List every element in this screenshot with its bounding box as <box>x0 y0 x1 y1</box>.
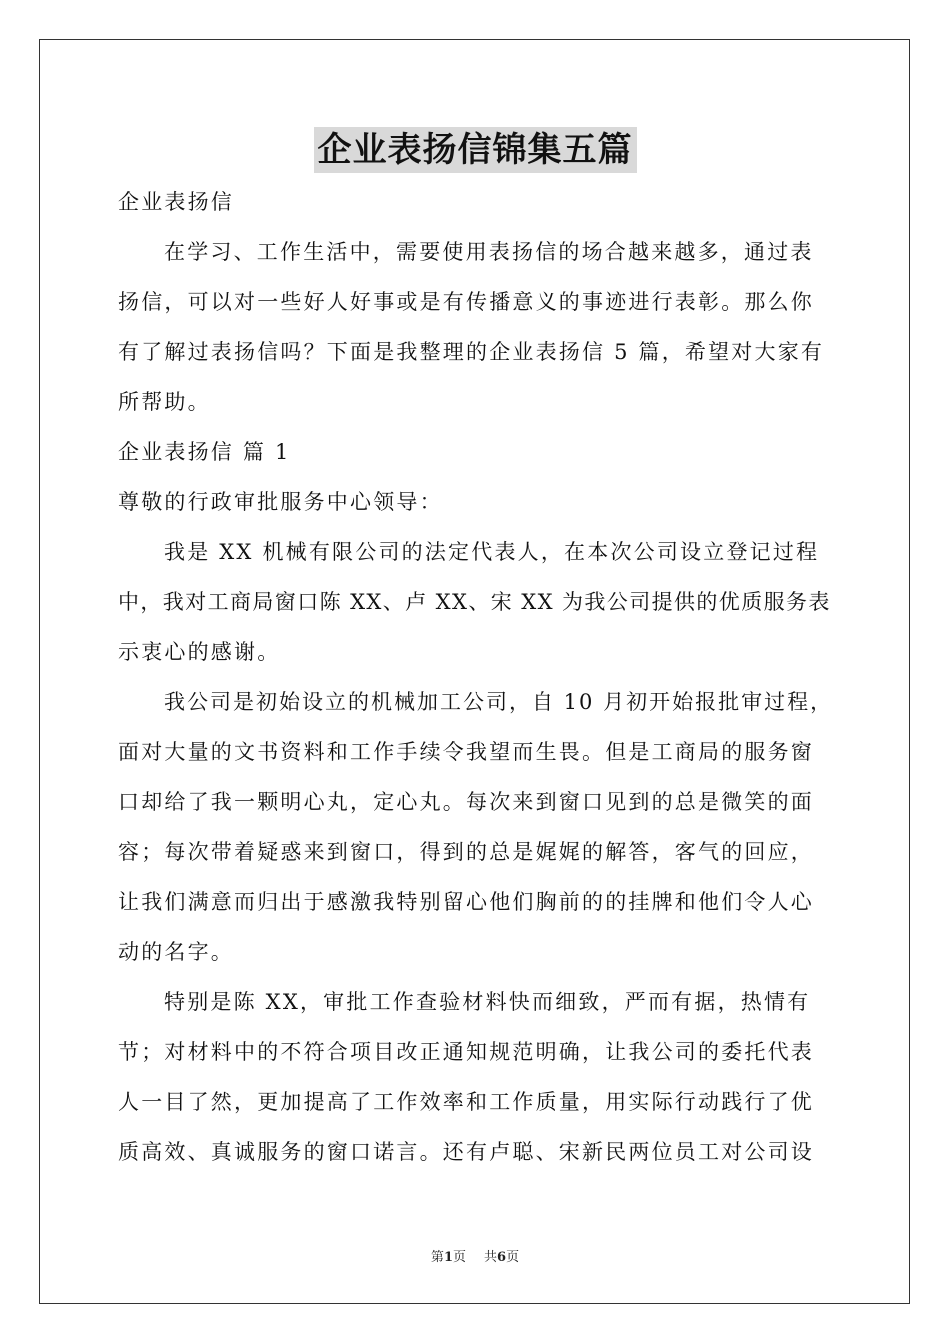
document-title: 企业表扬信锦集五篇 <box>314 127 637 173</box>
current-page-number: 1 <box>443 1250 453 1265</box>
text-line: 人一目了然，更加提高了工作效率和工作质量，用实际行动践行了优 <box>118 1090 814 1114</box>
text-line: 尊敬的行政审批服务中心领导： <box>118 490 443 514</box>
text-line: 特别是陈 XX，审批工作查验材料快而细致，严而有据，热情有 <box>164 990 811 1014</box>
text-line: 所帮助。 <box>118 390 211 414</box>
text-line: 企业表扬信 <box>118 190 234 214</box>
page-footer <box>0 1246 950 1265</box>
text-line: 有了解过表扬信吗？下面是我整理的企业表扬信 5 篇，希望对大家有 <box>118 340 825 364</box>
text-line: 示衷心的感谢。 <box>118 640 281 664</box>
text-line: 中，我对工商局窗口陈 XX、卢 XX、宋 XX 为我公司提供的优质服务表 <box>118 590 831 614</box>
title-container <box>0 127 950 173</box>
text-line: 我是 XX 机械有限公司的法定代表人，在本次公司设立登记过程 <box>164 540 820 564</box>
total-prefix: 共 <box>484 1250 498 1265</box>
text-line: 在学习、工作生活中，需要使用表扬信的场合越来越多，通过表 <box>164 240 814 264</box>
text-line: 企业表扬信 篇 1 <box>118 440 291 464</box>
text-line: 面对大量的文书资料和工作手续令我望而生畏。但是工商局的服务窗 <box>118 740 814 764</box>
text-line: 口却给了我一颗明心丸，定心丸。每次来到窗口见到的总是微笑的面 <box>118 790 814 814</box>
document-body <box>118 177 834 1177</box>
text-line: 容；每次带着疑惑来到窗口，得到的总是娓娓的解答，客气的回应， <box>118 840 814 864</box>
text-line: 扬信，可以对一些好人好事或是有传播意义的事迹进行表彰。那么你 <box>118 290 814 314</box>
text-line: 我公司是初始设立的机械加工公司，自 10 月初开始报批审过程， <box>164 690 834 714</box>
text-line: 质高效、真诚服务的窗口诺言。还有卢聪、宋新民两位员工对公司设 <box>118 1140 814 1164</box>
text-line: 让我们满意而归出于感激我特别留心他们胸前的的挂牌和他们令人心 <box>118 890 814 914</box>
total-pages-number: 6 <box>497 1250 507 1265</box>
page-suffix: 页 <box>452 1250 466 1265</box>
total-suffix: 页 <box>506 1250 520 1265</box>
text-line: 动的名字。 <box>118 940 234 964</box>
page-prefix: 第 <box>430 1250 444 1265</box>
text-line: 节；对材料中的不符合项目改正通知规范明确，让我公司的委托代表 <box>118 1040 814 1064</box>
